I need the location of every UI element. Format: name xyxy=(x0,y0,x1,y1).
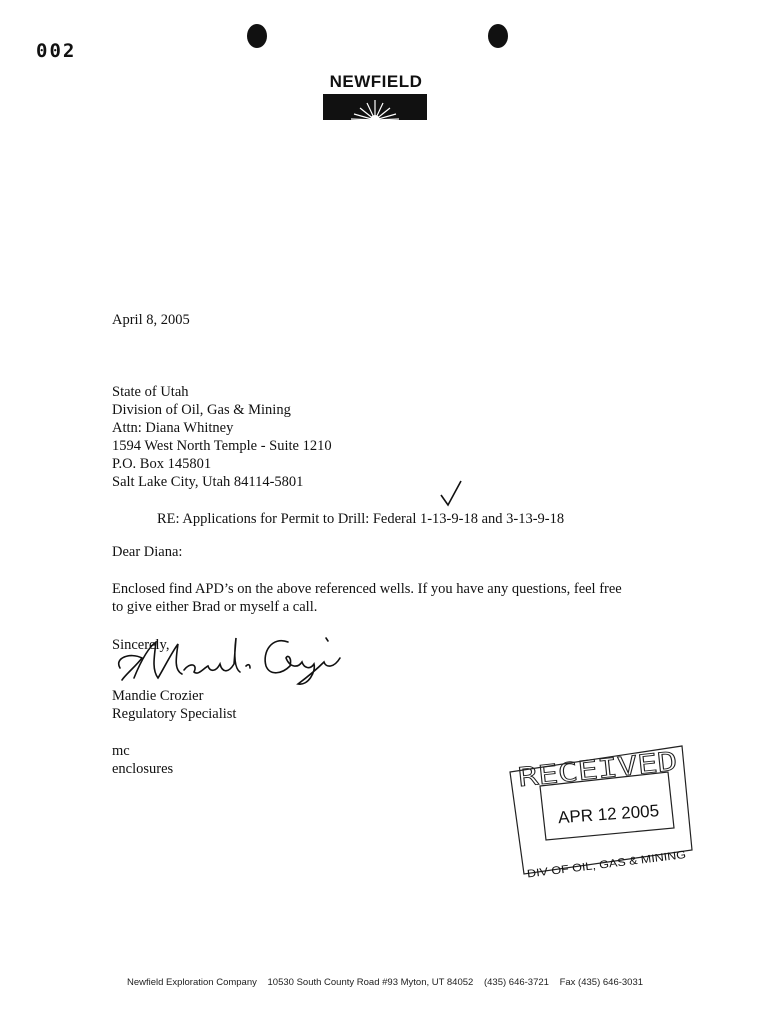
footer-address: 10530 South County Road #93 Myton, UT 84052 xyxy=(267,977,474,988)
letterhead xyxy=(323,72,429,120)
page-number: 002 xyxy=(36,40,77,62)
recipient-address xyxy=(112,383,332,491)
address-line: 1594 West North Temple - Suite 1210 xyxy=(112,438,332,454)
signature-block xyxy=(112,687,236,723)
stamp-date: APR 12 2005 xyxy=(557,801,660,828)
letter-body xyxy=(112,580,622,616)
received-stamp xyxy=(504,742,694,880)
address-line: State of Utah xyxy=(112,384,189,400)
address-line: Attn: Diana Whitney xyxy=(112,420,234,436)
footer-fax: Fax (435) 646-3031 xyxy=(559,977,644,988)
footer-company: Newfield Exploration Company xyxy=(126,977,257,988)
punch-hole-right xyxy=(488,24,508,48)
signer-title: Regulatory Specialist xyxy=(112,706,237,722)
letter-date: April 8, 2005 xyxy=(112,312,190,328)
checkmark-icon xyxy=(438,478,464,508)
letterhead-footer xyxy=(0,977,770,988)
footer-phone: (435) 646-3721 xyxy=(483,977,549,988)
closing: Sincerely, xyxy=(112,637,170,653)
cc-block xyxy=(112,742,173,778)
punch-hole-left xyxy=(247,24,267,48)
initials: mc xyxy=(112,743,130,759)
subject-line: RE: Applications for Permit to Drill: Federal 1-13-9-18 and 3-13-9-18 xyxy=(157,511,565,527)
signer-name: Mandie Crozier xyxy=(112,688,204,704)
salutation: Dear Diana: xyxy=(112,544,183,560)
company-logo-text: NEWFIELD xyxy=(329,72,423,91)
address-line: P.O. Box 145801 xyxy=(112,456,212,472)
body-line: Enclosed find APD’s on the above referenced wells. If you have any questions, feel free xyxy=(112,581,622,597)
enclosures-note: enclosures xyxy=(112,761,174,777)
sunburst-rays xyxy=(323,94,427,120)
address-line: Division of Oil, Gas & Mining xyxy=(112,402,291,418)
stamp-heading: RECEIVED xyxy=(516,750,645,794)
address-line: Salt Lake City, Utah 84114-5801 xyxy=(112,474,304,490)
stamp-agency: DIV OF OIL, GAS & MINING xyxy=(526,851,667,880)
sunburst-logo-icon xyxy=(323,94,427,120)
body-line: to give either Brad or myself a call. xyxy=(112,599,318,615)
handwritten-signature xyxy=(112,628,352,692)
